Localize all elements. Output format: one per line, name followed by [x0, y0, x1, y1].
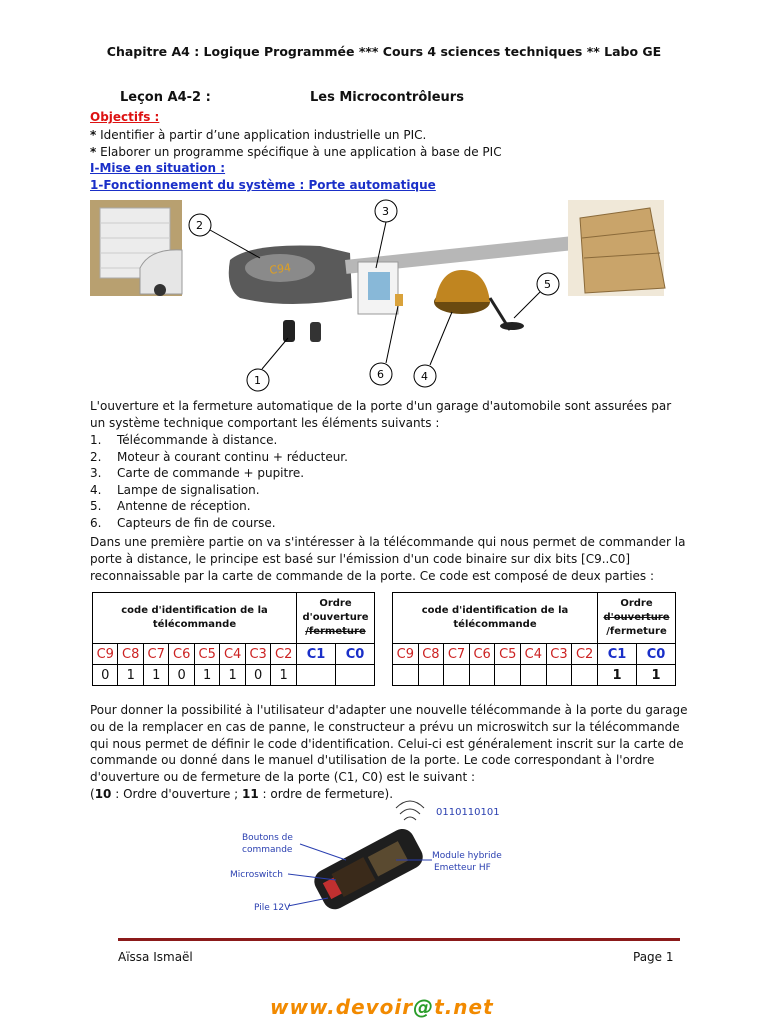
watermark: www.devoir@t.net	[270, 995, 494, 1019]
callout-2: 2	[196, 219, 203, 232]
signal-lamp	[434, 270, 490, 314]
callout-4: 4	[421, 370, 428, 383]
antenna	[490, 298, 524, 330]
table-row: 0 1 1 0 1 1 0 1	[93, 665, 375, 686]
remote-controls	[283, 320, 321, 342]
label-battery: Pile 12V	[254, 903, 291, 913]
callout-1: 1	[254, 374, 261, 387]
garage-photo-right	[568, 200, 665, 296]
page-header: Chapitre A4 : Logique Programmée *** Cours 4 sciences techniques ** Labo GE	[106, 44, 662, 59]
svg-text:Emetteur HF: Emetteur HF	[434, 863, 491, 873]
label-microswitch: Microswitch	[230, 870, 283, 880]
remote-figure	[230, 800, 536, 930]
subsection-heading: 1-Fonctionnement du système : Porte automatique	[90, 178, 436, 192]
list-item: 2. Moteur à courant continu + réducteur.	[90, 449, 348, 464]
callout-5: 5	[544, 278, 551, 291]
label-module: Module hybride	[432, 851, 502, 861]
list-item: 4. Lampe de signalisation.	[90, 482, 260, 497]
list-item: 3. Carte de commande + pupitre.	[90, 466, 305, 480]
limit-switch	[395, 294, 403, 306]
garage-door-figure	[90, 198, 670, 394]
table-head-order: Ordre d'ouverture /fermeture	[297, 593, 375, 644]
code-table-right: code d'identification de la télécommande Ordre d'ouverture /fermeture C9 C8 C7 C6 C5 C4 C3 C2 C1 C0 1 1	[392, 592, 676, 686]
objectives-heading: Objectifs :	[90, 110, 160, 124]
svg-text:C94: C94	[268, 261, 292, 277]
list-item: 1. Télécommande à distance.	[90, 433, 278, 447]
elements-list	[90, 432, 690, 531]
motor-unit	[229, 246, 352, 304]
binary-code: 0110110101	[436, 807, 500, 818]
intro-paragraph: L'ouverture et la fermeture automatique de la porte d'un garage d'automobile sont assurées par un système technique comportant les éléments suivants :	[90, 399, 672, 430]
callout-6: 6	[377, 368, 384, 381]
remote-paragraph: Dans une première partie on va s'intéresser à la télécommande qui nous permet de commander la porte à distance, le principe est basé sur l'émission d'un code binaire sur dix bits [C9..C0] reconnaissable par la carte de commande de la porte. Ce code est composé de deux parties :	[90, 535, 686, 583]
svg-text:commande: commande	[242, 845, 293, 855]
list-item: 6. Capteurs de fin de course.	[90, 515, 276, 530]
table-head-order: Ordre d'ouverture /fermeture	[598, 593, 676, 644]
table-row: 1 1	[393, 665, 676, 686]
microswitch-paragraph: Pour donner la possibilité à l'utilisateur d'adapter une nouvelle télécommande à la porte du garage ou de la remplacer en cas de panne, le constructeur a prévu un microswitch sur la télécommande qui nous permet de définir le code d'identification. Celui-ci est généralement inscrit sur la carte de commande ou donné dans le manuel d'utilisation de la porte. Le code correspondant à l'ordre d'ouverture ou de fermeture de la porte (C1, C0) est le suivant : (10 : Ordre d'ouverture ; 11 : ordre de fermeture).	[90, 703, 688, 801]
objective-2: * Elaborer un programme spécifique à une application à base de PIC	[90, 145, 502, 159]
footer-divider	[118, 938, 680, 941]
table-head-id: code d'identification de la télécommande	[393, 593, 598, 644]
code-table-left: code d'identification de la télécommande Ordre d'ouverture /fermeture C9 C8 C7 C6 C5 C4 C3 C2 C1 C0 0 1 1 0 1 1 0 1	[92, 592, 375, 686]
remote-device	[310, 825, 427, 914]
footer-author: Aïssa Ismaël	[118, 950, 193, 964]
objective-1: * Identifier à partir d’une application industrielle un PIC.	[90, 128, 427, 142]
garage-photo-left	[90, 200, 182, 296]
list-item: 5. Antenne de réception.	[90, 499, 251, 513]
lesson-number: Leçon A4-2 :	[120, 90, 211, 105]
control-card	[358, 262, 398, 314]
table-head-id: code d'identification de la télécommande	[93, 593, 297, 644]
label-buttons: Boutons de	[242, 833, 293, 843]
footer-page: Page 1	[633, 950, 674, 964]
lesson-title: Les Microcontrôleurs	[310, 90, 464, 105]
section-heading: I-Mise en situation :	[90, 161, 226, 175]
callout-3: 3	[382, 205, 389, 218]
